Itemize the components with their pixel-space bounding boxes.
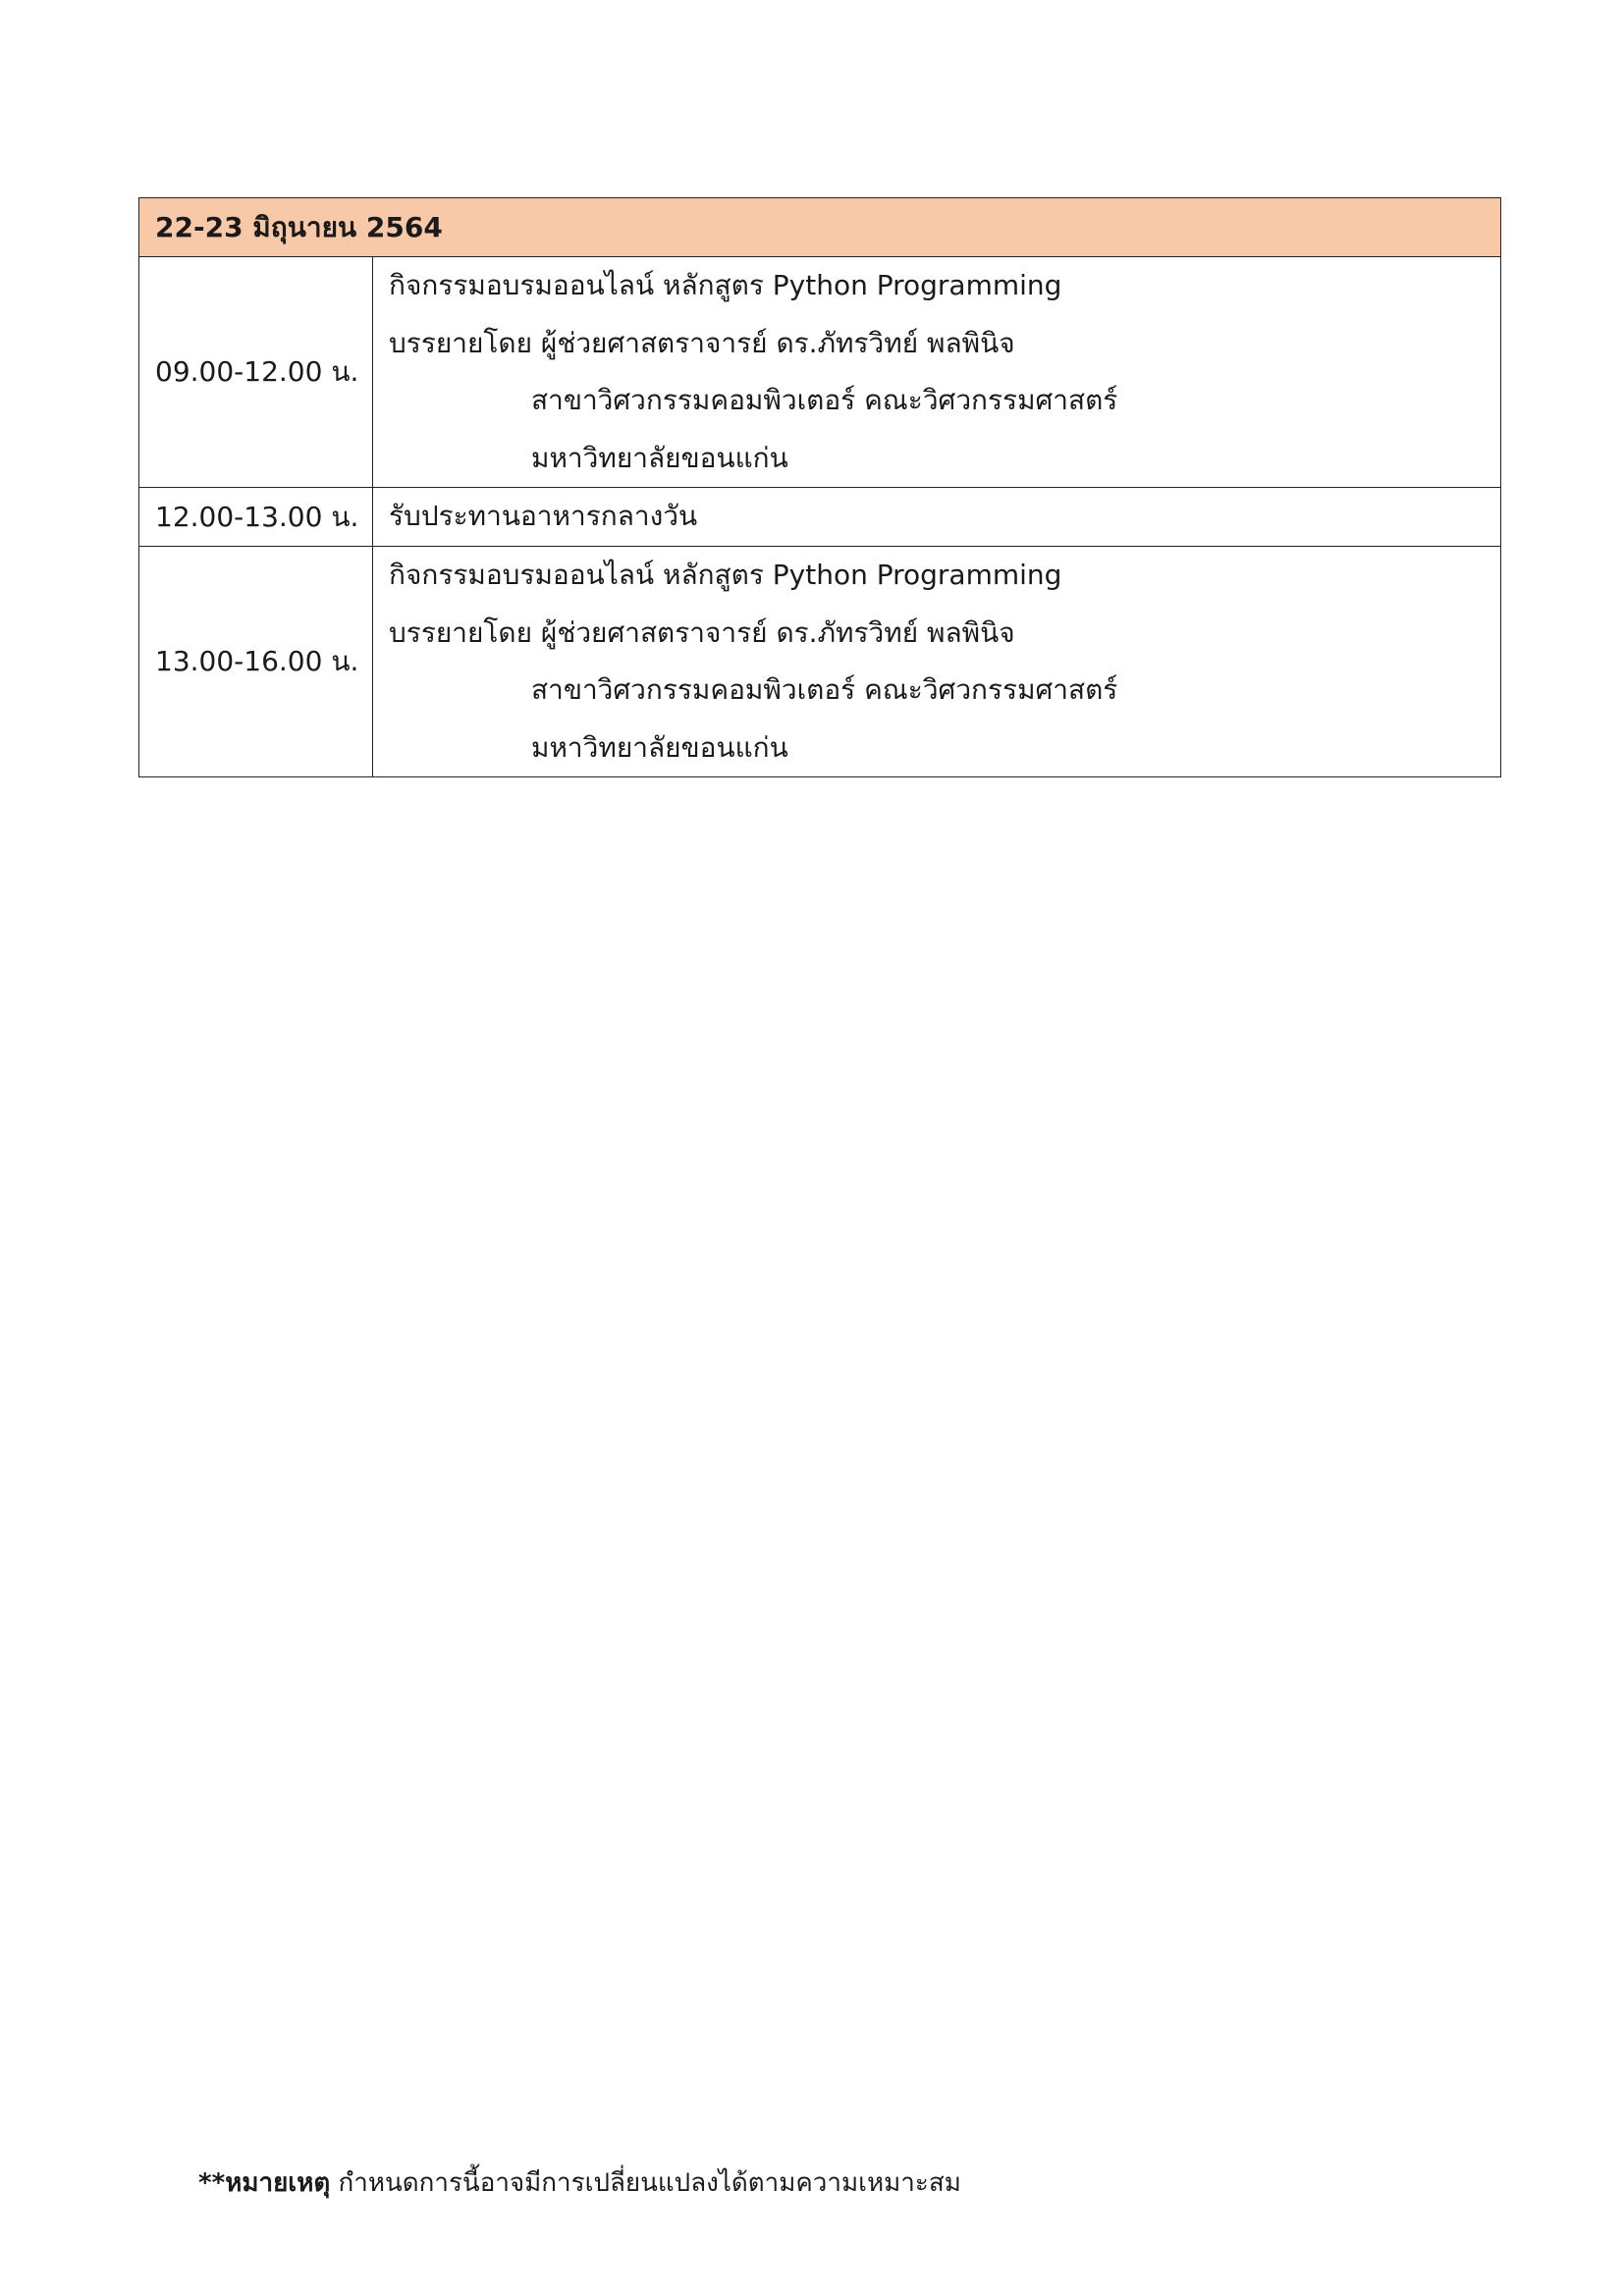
table-row	[139, 257, 1501, 488]
session-department: สาขาวิศวกรรมคอมพิวเตอร์ คณะวิศวกรรมศาสตร์	[531, 673, 1118, 706]
session-details	[373, 488, 1501, 547]
session-department: สาขาวิศวกรรมคอมพิวเตอร์ คณะวิศวกรรมศาสตร์	[531, 384, 1118, 416]
session-title: รับประทานอาหารกลางวัน	[389, 500, 698, 533]
schedule-table	[138, 197, 1501, 777]
footnote-label: **หมายเหตุ	[198, 2168, 331, 2198]
date-header: 22-23 มิถุนายน 2564	[139, 198, 1501, 257]
table-row	[139, 488, 1501, 547]
session-university: มหาวิทยาลัยขอนแก่น	[531, 441, 788, 474]
session-details	[373, 257, 1501, 488]
session-details	[373, 547, 1501, 777]
session-time: 09.00-12.00 น.	[139, 257, 373, 488]
session-university: มหาวิทยาลัยขอนแก่น	[531, 730, 788, 764]
footnote-text: กำหนดการนี้อาจมีการเปลี่ยนแปลงได้ตามความเหมาะสม	[338, 2168, 961, 2198]
session-time: 12.00-13.00 น.	[139, 488, 373, 547]
session-title: กิจกรรมอบรมออนไลน์ หลักสูตร Python Programming	[389, 269, 1062, 301]
date-header-row	[139, 198, 1501, 257]
table-row	[139, 547, 1501, 777]
session-speaker: บรรยายโดย ผู้ช่วยศาสตราจารย์ ดร.ภัทรวิทย์ พลพินิจ	[389, 326, 1015, 359]
session-time: 13.00-16.00 น.	[139, 547, 373, 777]
footnote	[198, 2163, 961, 2203]
session-speaker: บรรยายโดย ผู้ช่วยศาสตราจารย์ ดร.ภัทรวิทย์ พลพินิจ	[389, 615, 1015, 649]
session-title: กิจกรรมอบรมออนไลน์ หลักสูตร Python Programming	[389, 559, 1062, 591]
